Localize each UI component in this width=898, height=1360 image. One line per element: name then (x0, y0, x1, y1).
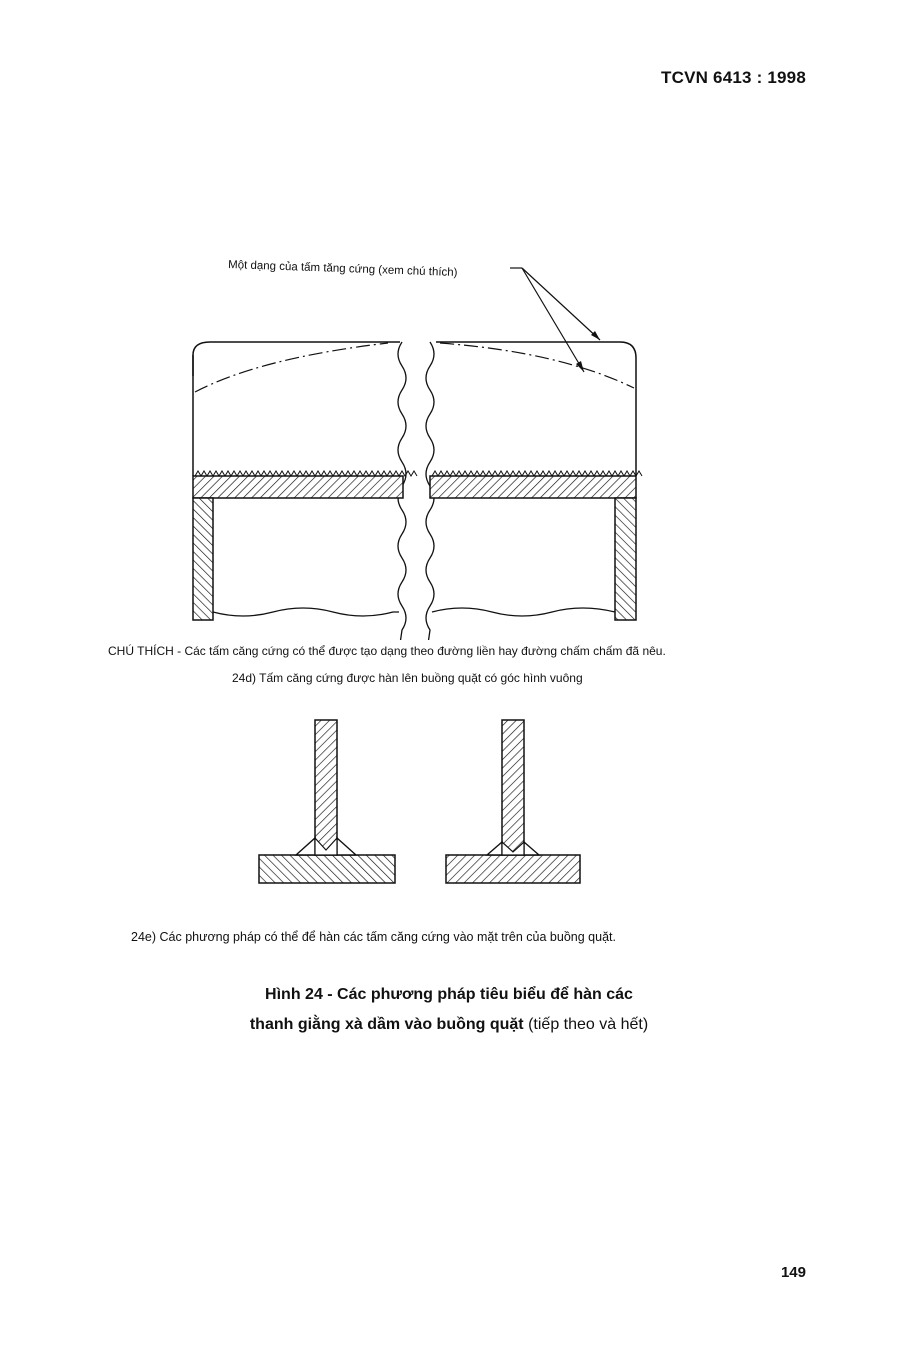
base-plate-right (446, 855, 580, 883)
document-code: TCVN 6413 : 1998 (661, 68, 806, 87)
figure-title-line2-regular: (tiếp theo và hết) (523, 1016, 649, 1033)
caption-24d: 24d) Tấm căng cứng được hàn lên buồng quặt có góc hình vuông (232, 671, 583, 685)
right-plate-outline (436, 342, 636, 476)
left-wall-section (193, 498, 213, 620)
figure-title-line2 (0, 1010, 898, 1040)
left-stiffener-dashed (195, 343, 388, 392)
weld-fillet-left (296, 838, 315, 855)
weld-fillet-right (487, 842, 502, 855)
figure-title (0, 980, 898, 1040)
stiffener-left (315, 720, 337, 855)
figure-note: CHÚ THÍCH - Các tấm căng cứng có thể được tạo dạng theo đường liền hay đường chấm chấm đã nêu. (108, 644, 666, 658)
base-plate-left (259, 855, 395, 883)
left-plate-outline (193, 342, 400, 376)
figure-24e-drawing (0, 710, 898, 900)
right-stiffener-dashed (440, 343, 634, 388)
right-top-plate-section (430, 476, 636, 498)
t-joint-left (259, 720, 395, 883)
stiffener-callout-label: Một dạng của tấm tăng cứng (xem chú thích) (227, 259, 458, 280)
weld-fillet-left-2 (337, 838, 356, 855)
caption-24e: 24e) Các phương pháp có thể để hàn các tấm căng cứng vào mặt trên của buồng quặt. (131, 930, 616, 944)
page-number: 149 (780, 1264, 806, 1281)
figure-title-line2-bold: thanh giằng xà dầm vào buồng quặt (249, 1016, 524, 1033)
left-top-plate-section (193, 476, 403, 498)
figure-title-line1: Hình 24 - Các phương pháp tiêu biểu để hàn các (265, 986, 633, 1003)
callout-arrow-1 (522, 268, 584, 372)
right-wall-section (615, 498, 636, 620)
t-joint-right (446, 720, 580, 883)
weld-fillet-right-2 (524, 842, 539, 855)
callout-arrow-2 (522, 268, 600, 340)
figure-24d-drawing (0, 240, 898, 640)
stiffener-right (502, 720, 524, 855)
